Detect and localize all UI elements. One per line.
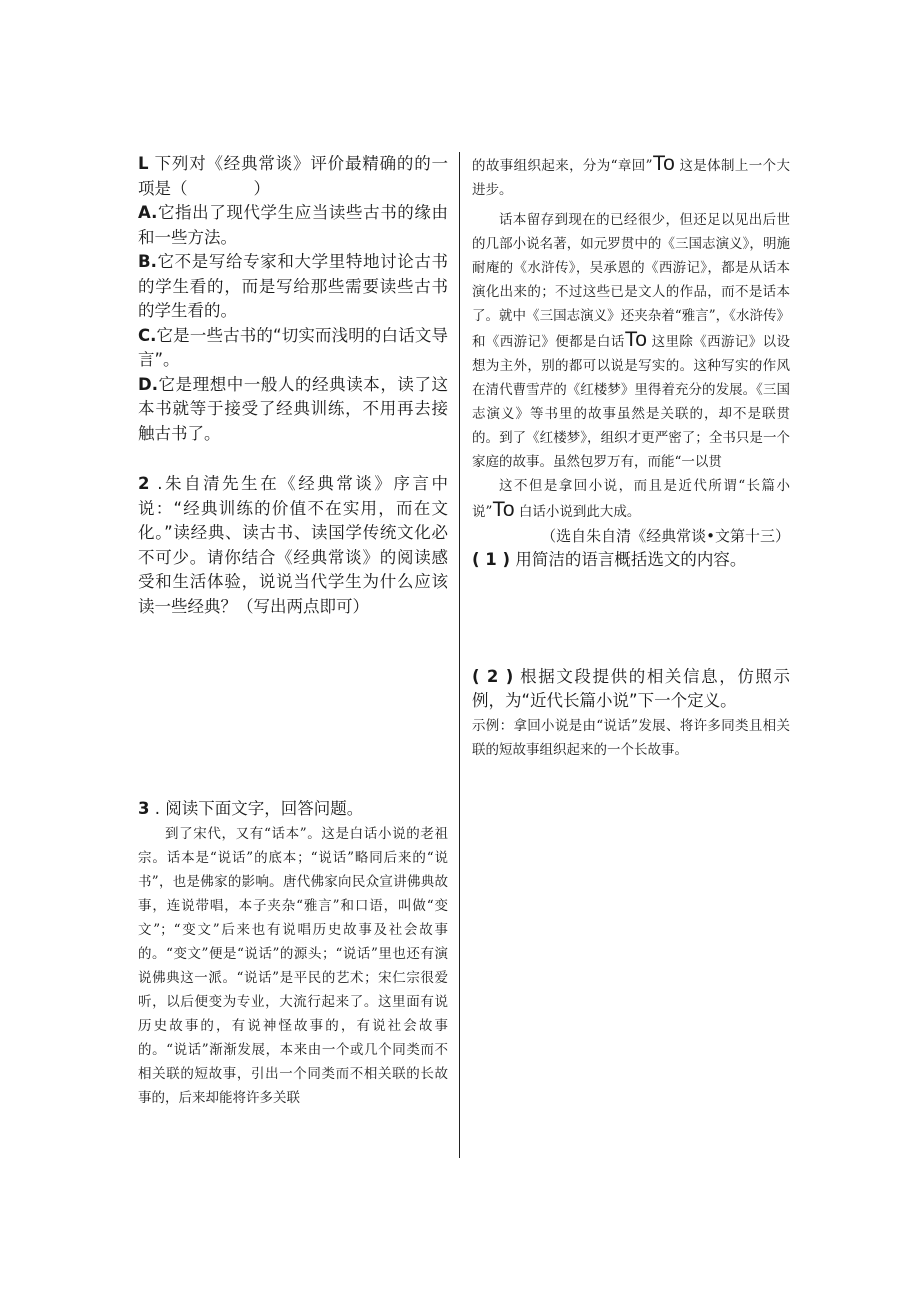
q2-number: 2 [138,474,150,493]
para3-b-text: 白话小说到此大成。 [518,504,641,520]
option-b-text: 它不是写给专家和大学里特地讨论古书的学生看的，而是写给那些需要读些古书的学生看的。 [138,252,448,320]
passage-source: （选自朱自清《经典常谈•文第十三） [541,527,790,545]
q1-option-a [138,201,448,250]
option-d-letter: D. [138,374,158,394]
question-1 [138,152,448,201]
left-column [138,152,448,1110]
sub2-text: 根据文段提供的相关信息，仿照示例，为“近代长篇小说”下一个定义。 [472,666,791,710]
q1-option-c [138,324,448,373]
passage-paragraph-1-continued [472,152,790,202]
q3-number: 3 [138,799,150,818]
option-c-letter: C. [138,325,157,345]
subquestion-2 [472,665,790,714]
subquestion-1 [472,548,790,573]
sub1-number: ( 1 ) [472,550,511,569]
question-3-prompt [138,797,448,822]
definition-example: 示例：拿回小说是由“说话”发展、将许多同类且相关联的短故事组织起来的一个长故事。 [472,717,790,758]
para1-cont-text: 的故事组织起来，分为“章回” [472,158,653,174]
question-2 [138,472,448,619]
option-b-letter: B. [138,252,157,271]
q3-prompt-text: . 阅读下面文字，回答问题。 [149,799,364,818]
passage-paragraph-2 [472,208,790,474]
q1-stem: 下列对《经典常谈》评价最精确的的一项是（ ） [138,154,449,198]
q1-option-d [138,373,448,447]
option-c-text: 它是一些古书的“切实而浅明的白话文导言”。 [138,325,448,369]
passage-paragraph-1: 到了宋代，又有“话本”。这是白话小说的老祖宗。话本是“说话”的底本；“说话”略同后来的“说书”，也是佛家的影响。唐代佛家向民众宣讲佛典故事，连说带唱，本子夹杂“雅言”和口语，叫做“变文”；“变文”后来也有说唱历史故事及社会故事的。“变文”便是“说话”的源头；“说话”里也还有演说佛典这一派。“说话”是平民的艺术；宋仁宗很爱听，以后便变为专业，大流行起来了。这里面有说历史故事的，有说神怪故事的，有说社会故事的。“说话”渐渐发展，本来由一个或几个同类而不相关联的短故事，引出一个同类而不相关联的长故事的，后来却能将许多关联 [138,825,448,1106]
q1-number: L [138,154,149,173]
to-glyph: To [624,328,647,351]
column-divider [459,152,460,1158]
to-glyph: To [492,498,515,521]
q1-option-b [138,250,448,324]
sub2-number: ( 2 ) [472,666,514,686]
right-column [472,152,790,762]
option-a-text: 它指出了现代学生应当读些古书的缘由和一些方法。 [138,203,448,247]
sub1-text: 用简洁的语言概括选文的内容。 [515,550,747,569]
q2-text: .朱自清先生在《经典常谈》序言中说：“经典训练的价值不在实用，而在文化。”读经典、读古书、读国学传统文化必不可少。请你结合《经典常谈》的阅读感受和生活体验，说说当代学生为什么应该读一些经典？（写出两点即可） [138,474,448,616]
para2-a-text: 话本留存到现在的已经很少，但还足以见出后世的几部小说名著，如元罗贯中的《三国志演义》，明施耐庵的《水浒传》，吴承恩的《西游记》，都是从话本演化出来的；不过这些已是文人的作品，而不是话本了。就中《三国志演义》还夹杂着“雅言”，《水浒传》和《西游记》便都是白话 [472,212,790,350]
to-glyph: To [652,152,675,175]
para3-a-text: 这不但是拿回小说，而且是近代所谓“长篇小说” [472,478,790,520]
passage-paragraph-3 [472,474,790,524]
para2-b-text: 这里除《西游记》以设想为主外，别的都可以说是写实的。这种写实的作风在清代曹雪芹的《红楼梦》里得着充分的发展。《三国志演义》等书里的故事虽然是关联的，却不是联贯的。到了《红楼梦》，组织才更严密了；全书只是一个家庭的故事。虽然包罗万有，而能“一以贯 [472,334,791,470]
para1-end-text: 这是体制上一个大进步。 [472,158,791,198]
option-a-letter: A. [138,203,158,222]
option-d-text: 它是理想中一般人的经典读本，读了这本书就等于接受了经典训练，不用再去接触古书了。 [138,374,448,443]
